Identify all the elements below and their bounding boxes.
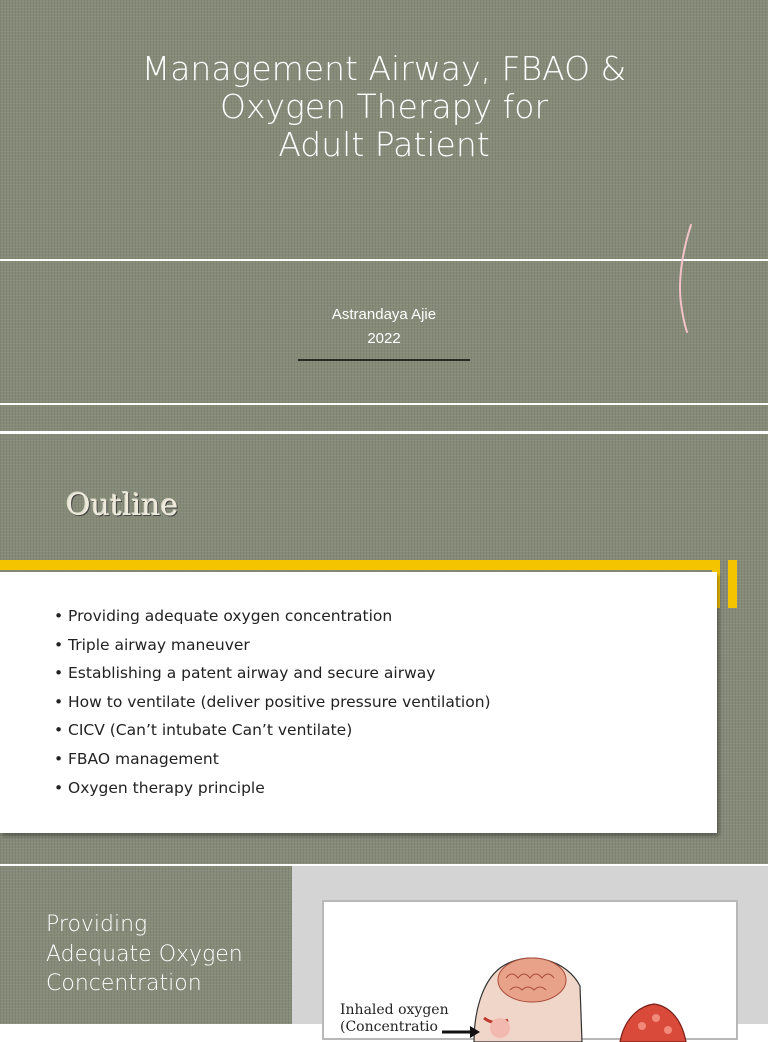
oxygen-slide	[0, 866, 768, 1035]
list-item: • Oxygen therapy principle	[54, 778, 265, 797]
presentation-title	[84, 50, 684, 164]
bottom-divider	[0, 403, 768, 405]
list-item: • Establishing a patent airway and secure airway	[54, 664, 436, 683]
slide-title: Providing Adequate Oxygen Concentration	[46, 912, 243, 996]
image-label: Inhaled oxygen (Concentratio	[340, 1002, 449, 1035]
outline-content-box	[0, 572, 717, 833]
list-item: • How to ventilate (deliver positive pressure ventilation)	[54, 692, 491, 711]
presentation-year: 2022	[367, 330, 401, 347]
outline-list	[54, 602, 491, 802]
title-line-3: Adult Patient	[278, 125, 490, 164]
list-item: • Triple airway maneuver	[54, 635, 250, 654]
outline-title: Outline	[66, 488, 179, 523]
title-line-1: Management Airway, FBAO &	[141, 49, 627, 88]
title-line-2: Oxygen Therapy for	[219, 87, 549, 126]
list-item: • Providing adequate oxygen concentration	[54, 607, 393, 625]
author-block	[234, 303, 534, 351]
list-item: • CICV (Can’t intubate Can’t ventilate)	[54, 721, 353, 740]
accent-bar-vertical	[728, 560, 737, 608]
accent-bar	[0, 560, 720, 570]
author-name: Astrandaya Ajie	[331, 306, 437, 323]
outline-slide	[0, 434, 768, 864]
list-item: • FBAO management	[54, 749, 219, 768]
title-slide	[0, 0, 768, 431]
author-underline	[298, 359, 470, 361]
top-divider	[0, 259, 768, 261]
oxygen-diagram	[322, 900, 738, 1040]
pen-mark-icon	[676, 222, 696, 336]
